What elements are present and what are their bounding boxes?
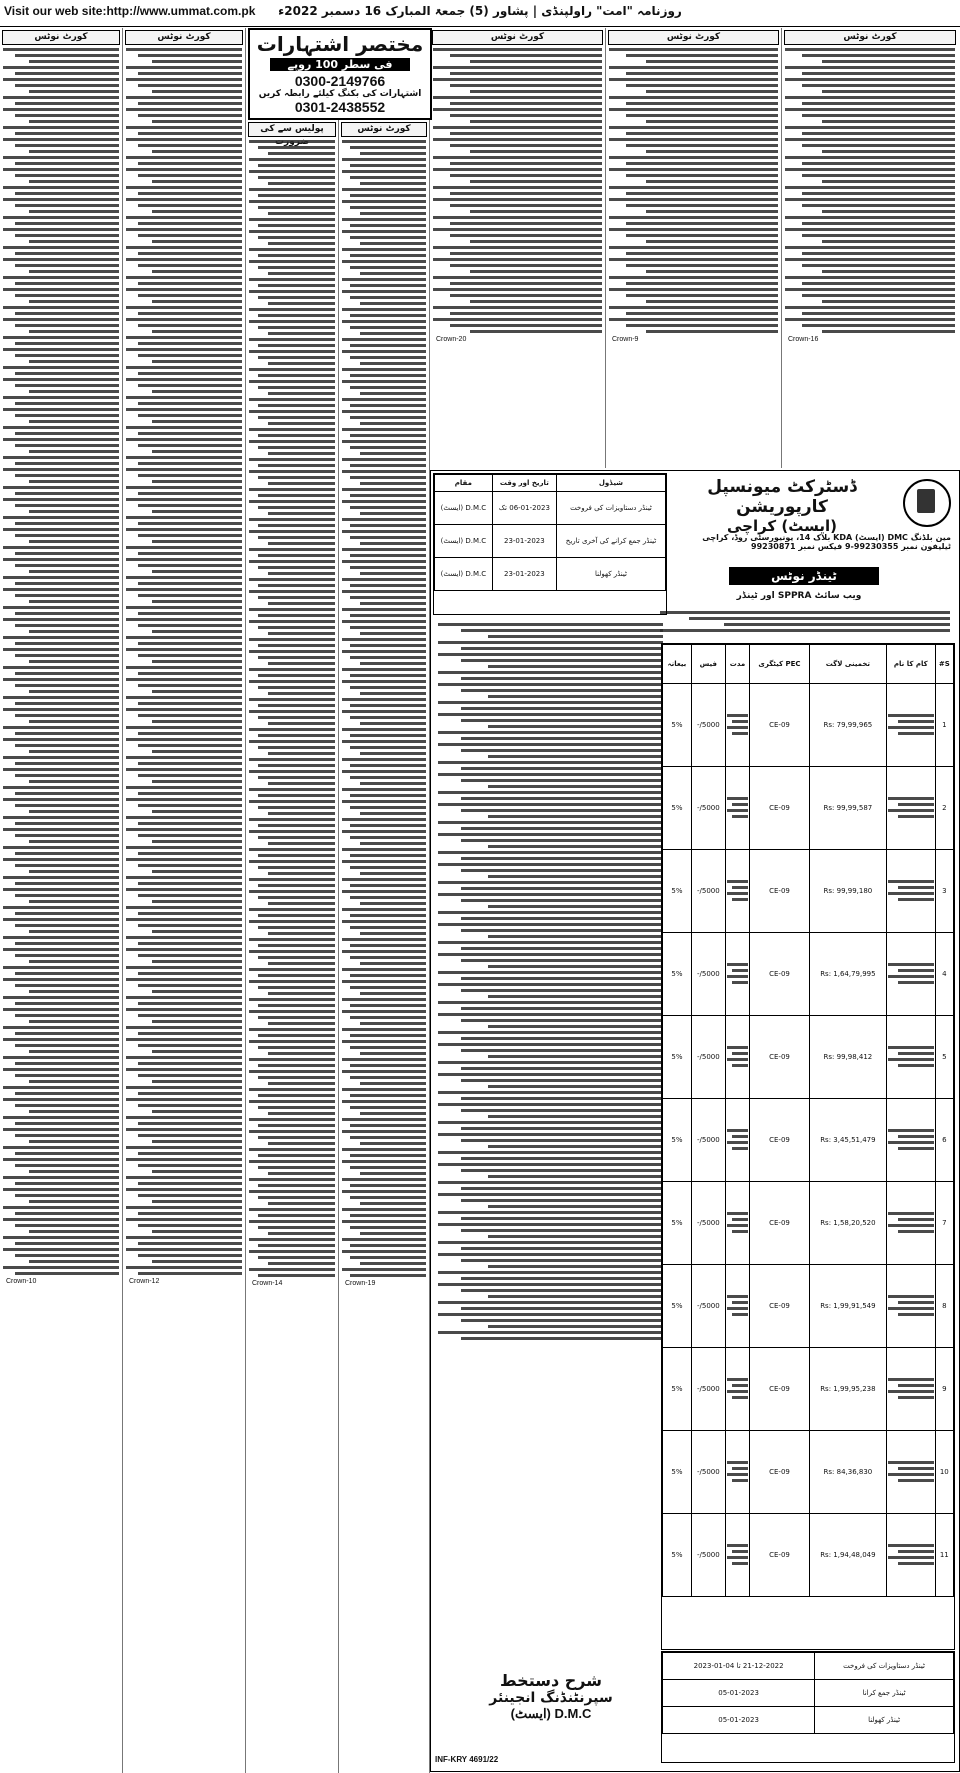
signature-line-2: سپرنٹنڈنگ انجینئر [489,1690,613,1706]
work-earnest: 5% [663,1431,692,1514]
work-cost: Rs: 1,99,95,238 [809,1348,886,1431]
schedule-header: مقام [435,475,493,492]
work-earnest: 5% [663,1348,692,1431]
table-row [435,492,666,525]
work-fee: 5000/- [691,1265,725,1348]
terms-text [438,621,663,1343]
work-fee: 5000/- [691,1348,725,1431]
work-fee: 5000/- [691,684,725,767]
work-category: CE-09 [750,1514,810,1597]
work-cost: Rs: 1,99,91,549 [809,1265,886,1348]
work-cost: Rs: 99,99,180 [809,850,886,933]
table-row [663,1182,954,1265]
column-header: کورٹ نوٹس [2,30,120,45]
org-line-2: (ایسٹ) کراچی [726,517,838,535]
schedule-cell: ٹینڈر جمع کرانے کی آخری تاریخ [556,525,665,558]
column-header: پولیس سے کی [248,122,336,137]
org-line-1: ڈسٹرکٹ میونسپل کارپوریشن [707,477,857,517]
work-earnest: 5% [663,684,692,767]
inf-number: INF-KRY 4691/22 [435,1755,499,1764]
work-description [886,767,935,850]
column-header: کورٹ نوٹس [608,30,779,45]
work-fee: 5000/- [691,933,725,1016]
work-description [886,1348,935,1431]
work-earnest: 5% [663,850,692,933]
work-fee: 5000/- [691,767,725,850]
works-header: مدت [725,645,749,684]
signature-block [461,1671,641,1722]
work-number: 10 [935,1431,953,1514]
schedule-cell: D.M.C (ایسٹ) [435,558,493,591]
column-header: کورٹ نوٹس [125,30,243,45]
work-duration [725,933,749,1016]
column-tag: Crown-14 [252,1280,283,1287]
column-1 [0,28,123,1773]
column-tag: Crown-16 [788,336,819,343]
table-row [663,767,954,850]
works-header: فیس [691,645,725,684]
column-5 [430,28,606,468]
work-cost: Rs: 99,98,412 [809,1016,886,1099]
tender-title: ٹینڈر نوٹس [729,567,879,585]
work-description [886,1016,935,1099]
work-fee: 5000/- [691,1099,725,1182]
table-row [663,850,954,933]
classified-ad-box [248,28,432,120]
work-cost: Rs: 1,94,48,049 [809,1514,886,1597]
table-row [663,1680,954,1707]
schedule-cell: ٹینڈر کھولنا [556,558,665,591]
ad-booking: اشتہارات کی بکنگ کیلئے رابطہ کریں [258,89,422,99]
intro-text [660,609,950,635]
work-cost: Rs: 99,99,587 [809,767,886,850]
schedule-cell: ٹینڈر دستاویزات کی فروخت [556,492,665,525]
work-fee: 5000/- [691,850,725,933]
schedule-cell: 05-01-2023 [663,1680,815,1707]
work-category: CE-09 [750,1016,810,1099]
work-earnest: 5% [663,1514,692,1597]
work-number: 3 [935,850,953,933]
schedule-cell: ٹینڈر کھولنا [815,1707,954,1734]
work-number: 9 [935,1348,953,1431]
work-earnest: 5% [663,767,692,850]
masthead: روزنامہ "امت" راولپنڈی | پشاور (5) جمعۃ المبارک 16 دسمبر 2022ء [278,4,682,18]
schedule-header: تاریخ اور وقت [492,475,556,492]
work-cost: Rs: 84,36,830 [809,1431,886,1514]
work-description [886,1099,935,1182]
table-row [663,1653,954,1680]
schedule-cell: D.M.C (ایسٹ) [435,492,493,525]
work-earnest: 5% [663,933,692,1016]
work-description [886,1265,935,1348]
work-earnest: 5% [663,1016,692,1099]
address-text: مین بلڈنگ DMC (ایسٹ) KDA بلاک 14، یونیورسٹی روڈ، کراچی [702,533,951,542]
work-number: 8 [935,1265,953,1348]
tender-subtitle: ویب سائٹ SPPRA اور ٹینڈر [736,591,862,601]
work-description [886,850,935,933]
work-duration [725,767,749,850]
works-header: S# [935,645,953,684]
org-address [661,533,951,551]
tender-notice [430,470,960,1772]
work-number: 5 [935,1016,953,1099]
work-category: CE-09 [750,767,810,850]
work-duration [725,684,749,767]
work-fee: 5000/- [691,1182,725,1265]
signature-line-1: شرح دستخط [500,1671,602,1690]
work-fee: 5000/- [691,1514,725,1597]
website-link[interactable]: Visit our web site:http://www.ummat.com.pk [4,4,256,18]
column-tag: Crown-12 [129,1278,160,1285]
work-cost: Rs: 3,45,51,479 [809,1099,886,1182]
work-number: 6 [935,1099,953,1182]
schedule-cell: 05-01-2023 [663,1707,815,1734]
table-row [435,525,666,558]
column-header: کورٹ نوٹس [341,122,427,137]
work-number: 7 [935,1182,953,1265]
work-duration [725,850,749,933]
column-2 [123,28,246,1773]
work-number: 4 [935,933,953,1016]
work-fee: 5000/- [691,1016,725,1099]
schedule-table [433,473,667,615]
top-bar [0,0,960,27]
ad-rate: فی سطر 100 روپے [270,58,410,71]
work-category: CE-09 [750,1431,810,1514]
work-category: CE-09 [750,933,810,1016]
works-table [661,643,955,1650]
works-header: تخمینی لاگت [809,645,886,684]
works-header: کام کا نام [886,645,935,684]
work-cost: Rs: 79,99,965 [809,684,886,767]
schedule-cell: 23-01-2023 [492,525,556,558]
schedule-cell: 23-01-2023 [492,558,556,591]
table-row [663,1099,954,1182]
schedule-cell: ٹینڈر جمع کرانا [815,1680,954,1707]
column-3 [246,120,339,1773]
table-row [663,1431,954,1514]
column-6 [606,28,782,468]
schedule-header: شیڈول [556,475,665,492]
work-category: CE-09 [750,1348,810,1431]
table-row [663,1016,954,1099]
table-row [663,1348,954,1431]
table-row [663,684,954,767]
work-earnest: 5% [663,1265,692,1348]
work-number: 2 [935,767,953,850]
dmc-logo-icon [903,479,951,527]
work-category: CE-09 [750,850,810,933]
table-row [663,933,954,1016]
signature-line-3: D.M.C (ایسٹ) [510,1706,592,1721]
work-cost: Rs: 1,64,79,995 [809,933,886,1016]
work-description [886,1514,935,1597]
work-duration [725,1182,749,1265]
work-duration [725,1099,749,1182]
work-duration [725,1016,749,1099]
work-duration [725,1265,749,1348]
work-category: CE-09 [750,1265,810,1348]
organization-name [667,477,897,535]
ad-phone-1: 0300-2149766 [294,73,386,89]
work-category: CE-09 [750,684,810,767]
work-earnest: 5% [663,1099,692,1182]
ad-phone-2: 0301-2438552 [294,99,386,115]
column-4 [339,120,430,1773]
column-tag: Crown-19 [345,1280,376,1287]
work-duration [725,1431,749,1514]
table-row [663,1514,954,1597]
table-row [435,558,666,591]
works-header: PEC کیٹگری [750,645,810,684]
work-category: CE-09 [750,1099,810,1182]
ad-title: مختصر اشتہارات [256,32,424,56]
table-row [663,1265,954,1348]
work-description [886,684,935,767]
schedule-cell: 21-12-2022 تا 04-01-2023 [663,1653,815,1680]
work-number: 1 [935,684,953,767]
schedule-cell: 06-01-2023 تک [492,492,556,525]
column-header: کورٹ نوٹس [784,30,956,45]
phone-text: ٹیلیفون نمبر 99230355-9 فیکس نمبر 99230871 [751,542,951,551]
schedule-cell: ٹینڈر دستاویزات کی فروخت [815,1653,954,1680]
work-description [886,1431,935,1514]
works-header: بیعانہ [663,645,692,684]
schedule-table-2 [661,1651,955,1763]
work-description [886,933,935,1016]
work-duration [725,1514,749,1597]
column-tag: Crown-9 [612,336,639,343]
work-duration [725,1348,749,1431]
work-cost: Rs: 1,58,20,520 [809,1182,886,1265]
work-number: 11 [935,1514,953,1597]
work-fee: 5000/- [691,1431,725,1514]
column-header: کورٹ نوٹس [432,30,603,45]
schedule-cell: D.M.C (ایسٹ) [435,525,493,558]
column-tag: Crown-20 [436,336,467,343]
column-tag: Crown-10 [6,1278,37,1285]
work-description [886,1182,935,1265]
table-row [663,1707,954,1734]
work-earnest: 5% [663,1182,692,1265]
work-category: CE-09 [750,1182,810,1265]
column-7 [782,28,958,468]
